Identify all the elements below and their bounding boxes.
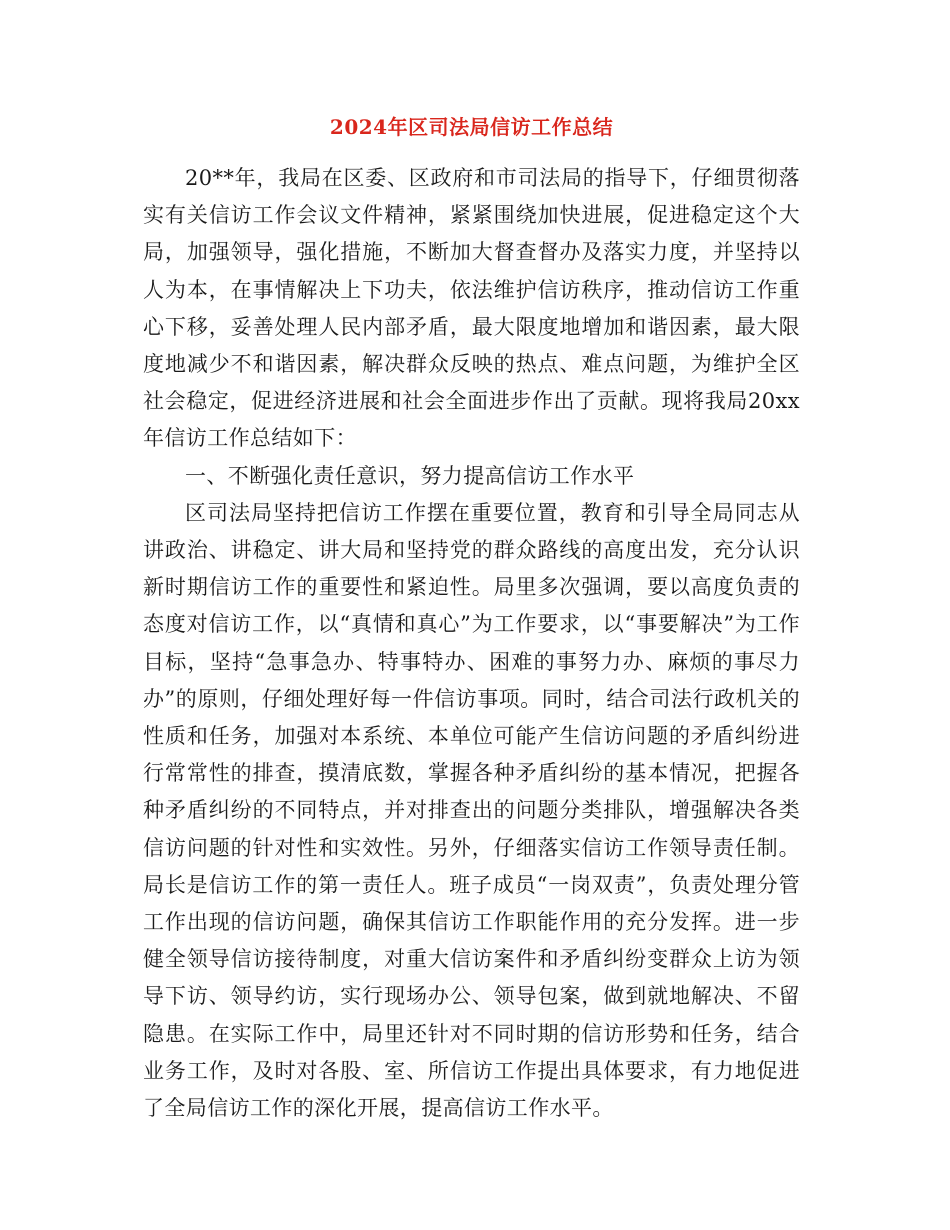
intro-paragraph: 20**年，我局在区委、区政府和市司法局的指导下，仔细贯彻落实有关信访工作会议文件精神，紧紧围绕加快进展，促进稳定这个大局，加强领导，强化措施，不断加大督查督办及落实力度，并坚持以人为本，在事情解决上下功夫，依法维护信访秩序，推动信访工作重心下移，妥善处理人民内部矛盾，最大限度地增加和谐因素，最大限度地减少不和谐因素，解决群众反映的热点、难点问题，为维护全区社会稳定，促进经济进展和社会全面进步作出了贡献。现将我局20xx年信访工作总结如下： (143, 166, 800, 451)
document-title: 2024年区司法局信访工作总结 (329, 115, 614, 139)
section-heading-1: 一、不断强化责任意识，努力提高信访工作水平 (185, 463, 635, 488)
section-1-paragraph: 区司法局坚持把信访工作摆在重要位置，教育和引导全局同志从讲政治、讲稳定、讲大局和坚持党的群众路线的高度出发，充分认识新时期信访工作的重要性和紧迫性。局里多次强调，要以高度负责的态度对信访工作，以“真情和真心”为工作要求，以“事要解决”为工作目标，坚持“急事急办、特事特办、困难的事努力办、麻烦的事尽力办”的原则，仔细处理好每一件信访事项。同时，结合司法行政机关的性质和任务，加强对本系统、本单位可能产生信访问题的矛盾纠纷进行常常性的排查，摸清底数，掌握各种矛盾纠纷的基本情况，把握各种矛盾纠纷的不同特点，并对排查出的问题分类排队，增强解决各类信访问题的针对性和实效性。另外，仔细落实信访工作领导责任制。局长是信访工作的第一责任人。班子成员“一岗双责”，负责处理分管工作出现的信访问题，确保其信访工作职能作用的充分发挥。进一步健全领导信访接待制度，对重大信访案件和矛盾纠纷变群众上访为领导下访、领导约访，实行现场办公、领导包案，做到就地解决、不留隐患。在实际工作中，局里还针对不同时期的信访形势和任务，结合业务工作，及时对各股、室、所信访工作提出具体要求，有力地促进了全局信访工作的深化开展，提高信访工作水平。 (143, 500, 800, 1121)
